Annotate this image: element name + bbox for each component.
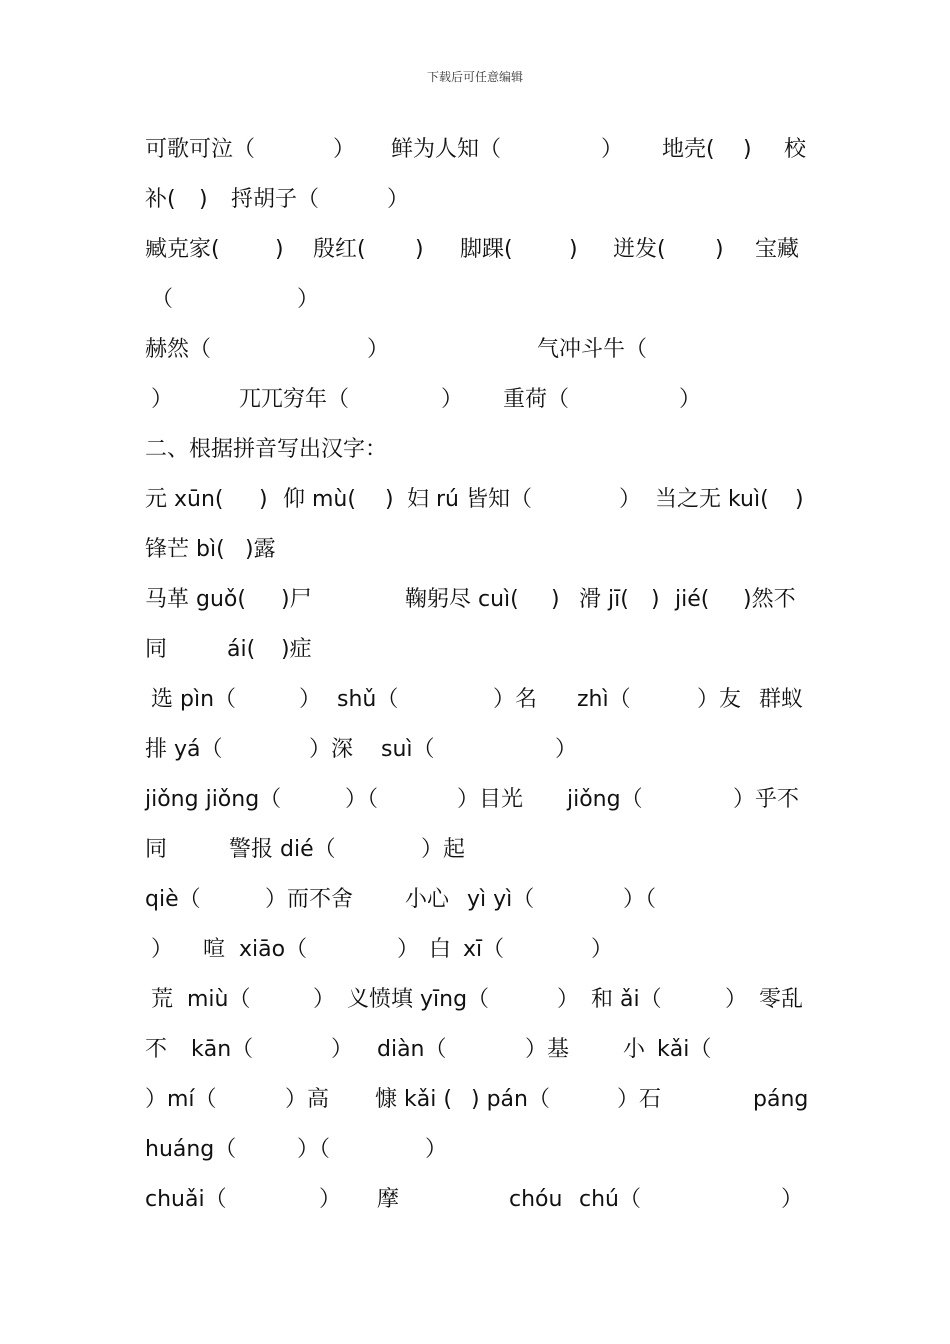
text-line-17 xyxy=(145,934,807,966)
segment: 殷红( xyxy=(313,237,366,262)
text-line-12 xyxy=(145,684,807,716)
text-line-14 xyxy=(145,784,807,816)
segment: ） xyxy=(557,987,580,1012)
segment: 臧克家( xyxy=(145,237,220,262)
segment: 补( xyxy=(145,187,176,212)
segment: ）乎不 xyxy=(733,787,800,812)
segment: ）石 xyxy=(617,1087,662,1112)
segment: ）而不舍 xyxy=(265,887,354,912)
segment: )然不 xyxy=(743,587,796,612)
text-line-13 xyxy=(145,734,807,766)
segment: 马革 guǒ( xyxy=(145,587,246,612)
segment: ）（ xyxy=(345,787,379,812)
segment: ）（ xyxy=(297,1137,331,1162)
segment: ) xyxy=(651,587,660,612)
segment: yì yì（ xyxy=(467,887,535,912)
segment: ）目光 xyxy=(457,787,524,812)
segment: 荒 xyxy=(151,987,174,1012)
segment: ) xyxy=(275,237,284,262)
segment: 小 xyxy=(623,1037,646,1062)
segment: )露 xyxy=(245,537,276,562)
text-line-16 xyxy=(145,884,807,916)
segment: 校 xyxy=(784,137,807,162)
segment: 警报 dié（ xyxy=(229,837,336,862)
segment: ) xyxy=(415,237,424,262)
segment: chóu xyxy=(509,1187,563,1212)
segment: xiāo（ xyxy=(239,937,308,962)
segment: chuǎi（ xyxy=(145,1187,227,1212)
page-header: 下载后可任意编辑 xyxy=(426,70,523,84)
segment: ）高 xyxy=(285,1087,330,1112)
segment: 义愤填 yīng（ xyxy=(347,987,490,1012)
segment: 群蚁 xyxy=(759,687,804,712)
segment: ）深 xyxy=(309,737,354,762)
text-line-19 xyxy=(145,1034,807,1066)
segment: ） xyxy=(319,1187,342,1212)
segment: jié( xyxy=(675,587,710,612)
segment: ) xyxy=(569,237,578,262)
segment: chú（ xyxy=(579,1187,641,1212)
segment: 摩 xyxy=(377,1187,400,1212)
segment: huáng（ xyxy=(145,1137,237,1162)
segment: ） xyxy=(601,137,624,162)
text-line-18 xyxy=(145,984,807,1016)
segment: 赫然（ xyxy=(145,337,212,362)
segment: kǎi（ xyxy=(657,1037,712,1062)
segment: 兀兀穷年（ xyxy=(239,387,350,412)
segment: ） xyxy=(425,1137,448,1162)
segment: ） xyxy=(781,1187,804,1212)
segment: ） xyxy=(441,387,464,412)
segment: 白 xyxy=(429,937,452,962)
segment: （ xyxy=(151,287,174,312)
segment: ) xyxy=(715,237,724,262)
segment: 喧 xyxy=(203,937,226,962)
segment: ) xyxy=(199,187,208,212)
segment: ）起 xyxy=(421,837,466,862)
text-line-22 xyxy=(145,1184,807,1216)
segment: miù（ xyxy=(187,987,251,1012)
segment: 迸发( xyxy=(613,237,666,262)
segment: 鲜为人知（ xyxy=(391,137,502,162)
segment: ）（ xyxy=(623,887,657,912)
text-line-11 xyxy=(145,634,807,666)
segment: ） xyxy=(387,187,410,212)
segment: ） xyxy=(367,337,390,362)
segment: ） xyxy=(297,287,320,312)
segment: ） xyxy=(679,387,702,412)
section-heading xyxy=(145,434,807,466)
text-line-15 xyxy=(145,834,807,866)
text-line-9 xyxy=(145,534,807,566)
segment: 当之无 kuì( xyxy=(655,487,769,512)
text-line-3 xyxy=(145,234,807,266)
segment: 重荷（ xyxy=(503,387,570,412)
segment: xī（ xyxy=(463,937,505,962)
segment: 零乱 xyxy=(759,987,804,1012)
segment: ） xyxy=(151,937,174,962)
segment: ） xyxy=(331,1037,354,1062)
segment: jiǒng jiǒng（ xyxy=(145,787,282,812)
segment: ） xyxy=(397,937,420,962)
segment: 气冲斗牛（ xyxy=(537,337,648,362)
text-line-21 xyxy=(145,1134,807,1166)
segment: ） xyxy=(725,987,748,1012)
segment: 脚踝( xyxy=(460,237,513,262)
segment: 排 yá（ xyxy=(145,737,223,762)
segment: 鞠躬尽 cuì( xyxy=(405,587,519,612)
segment: kān（ xyxy=(191,1037,254,1062)
text-line-4 xyxy=(145,284,807,316)
segment: diàn（ xyxy=(377,1037,447,1062)
segment: shǔ（ xyxy=(337,687,399,712)
text-line-8 xyxy=(145,484,807,516)
segment: qiè（ xyxy=(145,887,201,912)
segment: )症 xyxy=(281,637,312,662)
segment: ）mí（ xyxy=(145,1087,217,1112)
segment: ） xyxy=(619,487,642,512)
text-line-20 xyxy=(145,1084,807,1116)
segment: 仰 mù( xyxy=(283,487,356,512)
segment: ) xyxy=(795,487,804,512)
segment: ） xyxy=(555,737,578,762)
segment: páng xyxy=(753,1087,809,1112)
segment: 同 xyxy=(145,837,168,862)
segment: ) xyxy=(743,137,752,162)
segment: 滑 jī( xyxy=(579,587,629,612)
segment: ） xyxy=(591,937,614,962)
segment: 可歌可泣（ xyxy=(145,137,256,162)
segment: ) pán（ xyxy=(471,1087,550,1112)
segment: 地壳( xyxy=(662,137,715,162)
segment: ) xyxy=(551,587,560,612)
segment: suì（ xyxy=(381,737,435,762)
segment: ） xyxy=(333,137,356,162)
segment: 不 xyxy=(145,1037,168,1062)
text-line-5 xyxy=(145,334,807,366)
segment: 选 pìn（ xyxy=(151,687,237,712)
segment: 慷 kǎi ( xyxy=(375,1087,452,1112)
segment: ） xyxy=(299,687,322,712)
segment: ) xyxy=(259,487,268,512)
segment: ）友 xyxy=(697,687,742,712)
text-line-6 xyxy=(145,384,807,416)
segment: 元 xūn( xyxy=(145,487,224,512)
segment: ái( xyxy=(227,637,256,662)
segment: ）基 xyxy=(525,1037,570,1062)
text-line-10 xyxy=(145,584,807,616)
text-line-1 xyxy=(145,134,807,166)
segment: ）名 xyxy=(493,687,538,712)
segment: 宝藏 xyxy=(755,237,800,262)
segment: 小心 xyxy=(405,887,450,912)
segment: 锋芒 bì( xyxy=(145,537,225,562)
segment: zhì（ xyxy=(577,687,631,712)
segment: ) xyxy=(385,487,394,512)
segment: 和 ǎi（ xyxy=(591,987,662,1012)
segment: ） xyxy=(313,987,336,1012)
segment: 同 xyxy=(145,637,168,662)
segment: 妇 rú 皆知（ xyxy=(407,487,532,512)
segment: )尸 xyxy=(281,587,312,612)
segment: ） xyxy=(151,387,174,412)
text-line-2 xyxy=(145,184,807,216)
segment: 捋胡子（ xyxy=(231,187,320,212)
segment: 二、根据拼音写出汉字： xyxy=(145,437,388,462)
segment: jiǒng（ xyxy=(567,787,643,812)
